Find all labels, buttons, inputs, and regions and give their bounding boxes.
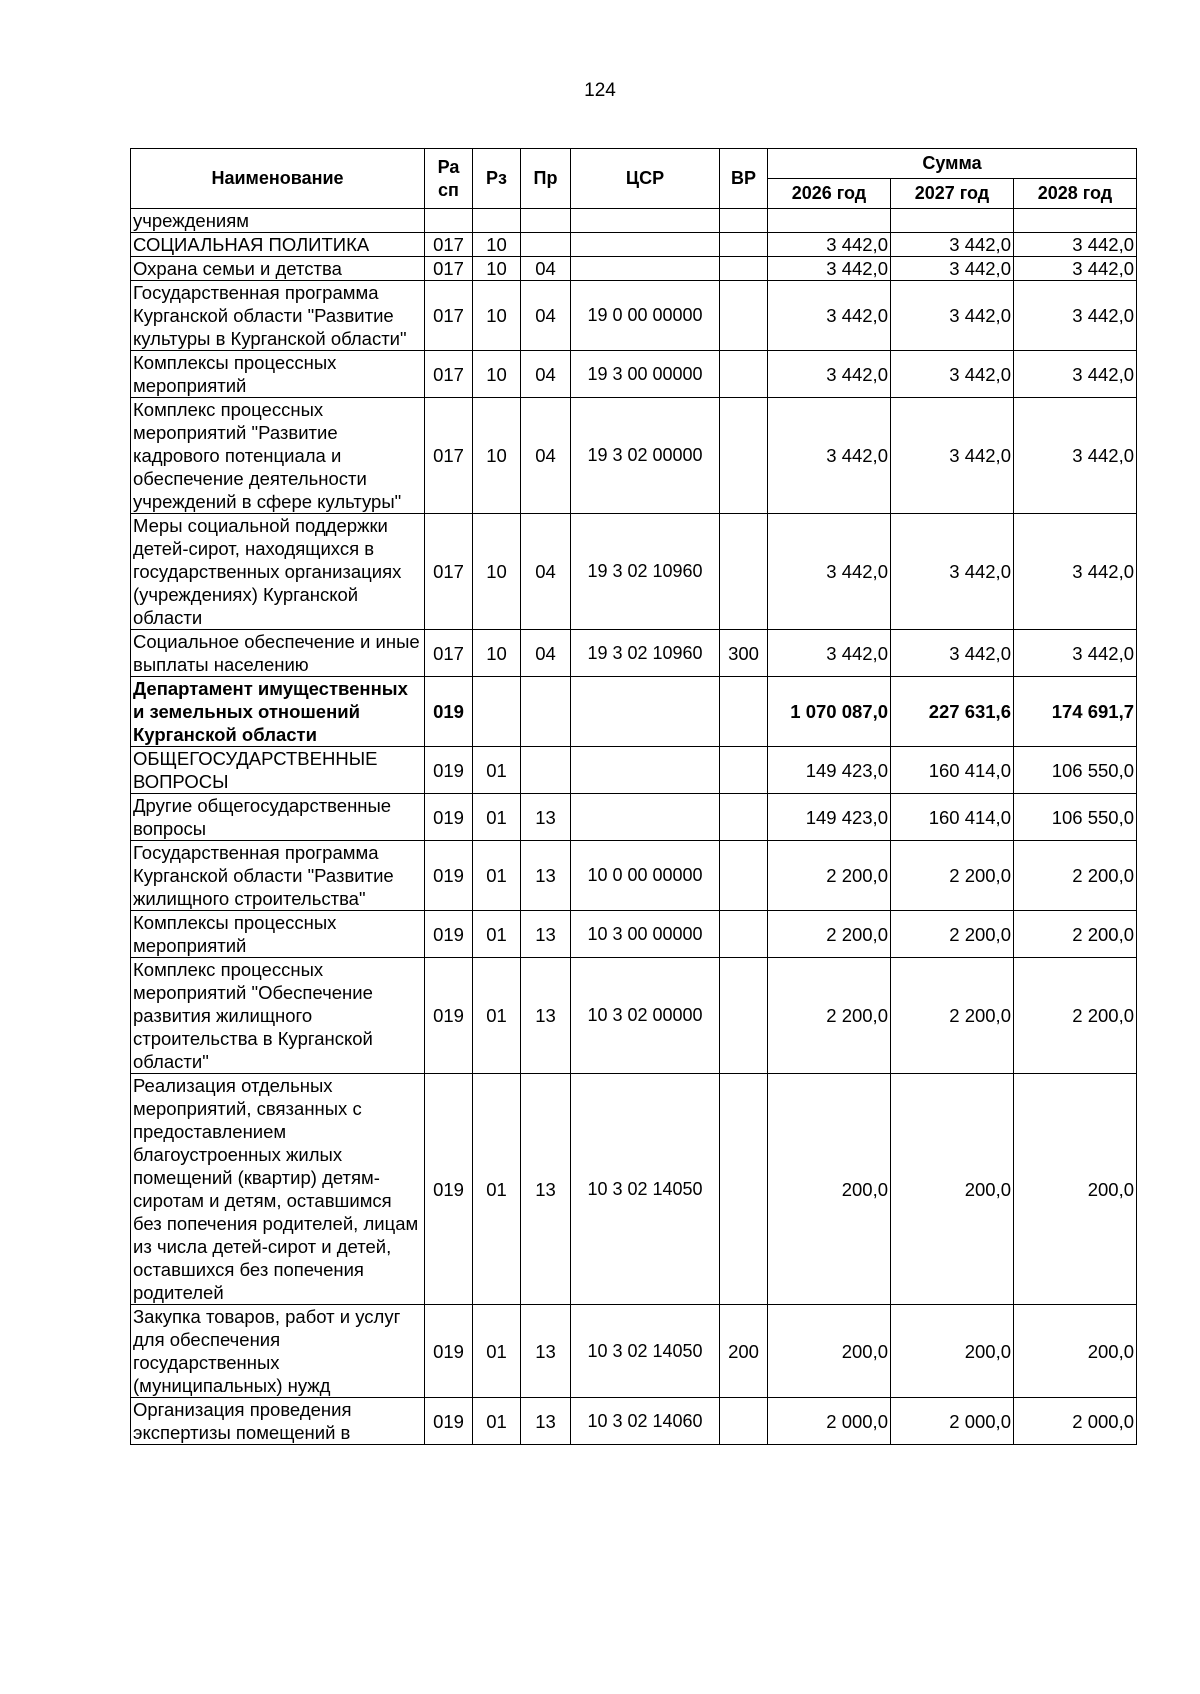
cell-csr (571, 677, 720, 747)
cell-pr: 13 (521, 1305, 571, 1398)
cell-rz: 01 (473, 958, 521, 1074)
cell-name: Организация проведения экспертизы помещений в (131, 1398, 425, 1445)
cell-name: Другие общегосударственные вопросы (131, 794, 425, 841)
table-row (131, 281, 1137, 351)
cell-amount-2028: 3 442,0 (1014, 281, 1137, 351)
table-row (131, 1074, 1137, 1305)
table-row (131, 747, 1137, 794)
cell-amount-2027: 200,0 (891, 1074, 1014, 1305)
cell-amount-2026: 3 442,0 (768, 630, 891, 677)
header-csr: ЦСР (571, 149, 720, 209)
cell-amount-2028 (1014, 209, 1137, 233)
cell-name: Государственная программа Курганской области "Развитие культуры в Курганской области" (131, 281, 425, 351)
cell-pr: 04 (521, 398, 571, 514)
cell-vr (720, 351, 768, 398)
cell-rz: 10 (473, 233, 521, 257)
cell-vr (720, 747, 768, 794)
cell-csr: 10 0 00 00000 (571, 841, 720, 911)
cell-rz: 10 (473, 630, 521, 677)
cell-csr: 10 3 02 14050 (571, 1305, 720, 1398)
cell-pr (521, 233, 571, 257)
table-row (131, 398, 1137, 514)
cell-vr (720, 677, 768, 747)
header-year-2028: 2028 год (1014, 179, 1137, 209)
cell-pr: 04 (521, 281, 571, 351)
table-row (131, 841, 1137, 911)
cell-amount-2028: 174 691,7 (1014, 677, 1137, 747)
table-row (131, 630, 1137, 677)
cell-pr: 13 (521, 841, 571, 911)
cell-rz: 01 (473, 1074, 521, 1305)
cell-pr (521, 747, 571, 794)
cell-rasp (425, 209, 473, 233)
cell-vr: 200 (720, 1305, 768, 1398)
cell-amount-2028: 3 442,0 (1014, 514, 1137, 630)
cell-csr: 19 3 02 10960 (571, 630, 720, 677)
cell-amount-2027: 3 442,0 (891, 281, 1014, 351)
cell-name: Департамент имущественных и земельных отношений Курганской области (131, 677, 425, 747)
cell-csr (571, 257, 720, 281)
table-header (131, 149, 1137, 209)
header-vr: ВР (720, 149, 768, 209)
cell-pr: 13 (521, 794, 571, 841)
cell-rasp: 017 (425, 514, 473, 630)
cell-pr: 04 (521, 630, 571, 677)
cell-rz: 10 (473, 281, 521, 351)
cell-pr (521, 209, 571, 233)
cell-amount-2027: 160 414,0 (891, 794, 1014, 841)
cell-amount-2027: 200,0 (891, 1305, 1014, 1398)
budget-table (130, 148, 1137, 1445)
cell-rz: 01 (473, 841, 521, 911)
cell-rasp: 019 (425, 958, 473, 1074)
header-rz: Рз (473, 149, 521, 209)
cell-csr (571, 233, 720, 257)
cell-rz: 01 (473, 1305, 521, 1398)
cell-amount-2028: 3 442,0 (1014, 351, 1137, 398)
cell-csr: 10 3 02 14060 (571, 1398, 720, 1445)
cell-amount-2026: 3 442,0 (768, 514, 891, 630)
page-number: 124 (584, 80, 616, 101)
cell-rz: 10 (473, 257, 521, 281)
cell-csr: 10 3 02 00000 (571, 958, 720, 1074)
cell-rasp: 019 (425, 841, 473, 911)
cell-vr (720, 233, 768, 257)
cell-amount-2026: 3 442,0 (768, 398, 891, 514)
cell-name: Государственная программа Курганской области "Развитие жилищного строительства" (131, 841, 425, 911)
cell-vr (720, 841, 768, 911)
cell-pr: 04 (521, 257, 571, 281)
cell-rz: 01 (473, 747, 521, 794)
cell-pr: 13 (521, 911, 571, 958)
cell-csr (571, 747, 720, 794)
header-rasp: Ра сп (425, 149, 473, 209)
cell-amount-2028: 2 200,0 (1014, 958, 1137, 1074)
cell-amount-2027: 3 442,0 (891, 351, 1014, 398)
cell-rasp: 017 (425, 233, 473, 257)
cell-amount-2027: 160 414,0 (891, 747, 1014, 794)
cell-csr: 19 3 00 00000 (571, 351, 720, 398)
cell-rz: 10 (473, 514, 521, 630)
cell-rasp: 017 (425, 257, 473, 281)
cell-rasp: 019 (425, 747, 473, 794)
cell-rasp: 017 (425, 351, 473, 398)
cell-amount-2027: 2 200,0 (891, 958, 1014, 1074)
cell-amount-2028: 106 550,0 (1014, 794, 1137, 841)
cell-rasp: 019 (425, 677, 473, 747)
cell-amount-2028: 3 442,0 (1014, 233, 1137, 257)
cell-amount-2027: 3 442,0 (891, 630, 1014, 677)
cell-amount-2026: 2 200,0 (768, 911, 891, 958)
cell-vr (720, 794, 768, 841)
cell-csr: 19 3 02 10960 (571, 514, 720, 630)
cell-amount-2026: 1 070 087,0 (768, 677, 891, 747)
cell-amount-2028: 2 200,0 (1014, 841, 1137, 911)
header-sum: Сумма (768, 149, 1137, 179)
header-name: Наименование (131, 149, 425, 209)
cell-csr: 19 3 02 00000 (571, 398, 720, 514)
cell-csr: 10 3 02 14050 (571, 1074, 720, 1305)
table-row (131, 257, 1137, 281)
cell-amount-2027: 3 442,0 (891, 257, 1014, 281)
cell-vr (720, 911, 768, 958)
table-row (131, 1398, 1137, 1445)
cell-amount-2026: 149 423,0 (768, 747, 891, 794)
cell-amount-2027: 2 000,0 (891, 1398, 1014, 1445)
cell-amount-2027: 227 631,6 (891, 677, 1014, 747)
cell-amount-2026: 200,0 (768, 1074, 891, 1305)
cell-rasp: 017 (425, 281, 473, 351)
cell-csr (571, 794, 720, 841)
cell-pr: 13 (521, 958, 571, 1074)
cell-rasp: 017 (425, 630, 473, 677)
cell-rz: 01 (473, 794, 521, 841)
cell-rasp: 019 (425, 911, 473, 958)
cell-rasp: 019 (425, 1074, 473, 1305)
table-row (131, 1305, 1137, 1398)
cell-vr (720, 1074, 768, 1305)
cell-amount-2026: 3 442,0 (768, 351, 891, 398)
cell-amount-2026 (768, 209, 891, 233)
cell-vr (720, 281, 768, 351)
cell-csr (571, 209, 720, 233)
table-row (131, 514, 1137, 630)
cell-name: учреждениям (131, 209, 425, 233)
cell-rasp: 017 (425, 398, 473, 514)
cell-name: Комплексы процессных мероприятий (131, 911, 425, 958)
cell-amount-2028: 106 550,0 (1014, 747, 1137, 794)
cell-amount-2026: 2 000,0 (768, 1398, 891, 1445)
cell-amount-2028: 3 442,0 (1014, 257, 1137, 281)
header-year-2026: 2026 год (768, 179, 891, 209)
cell-pr: 04 (521, 351, 571, 398)
cell-amount-2028: 3 442,0 (1014, 398, 1137, 514)
cell-amount-2028: 200,0 (1014, 1074, 1137, 1305)
cell-rz: 10 (473, 398, 521, 514)
cell-amount-2026: 2 200,0 (768, 841, 891, 911)
cell-vr (720, 209, 768, 233)
cell-csr: 10 3 00 00000 (571, 911, 720, 958)
cell-rasp: 019 (425, 794, 473, 841)
cell-rasp: 019 (425, 1398, 473, 1445)
table-row (131, 209, 1137, 233)
header-pr: Пр (521, 149, 571, 209)
table-row (131, 794, 1137, 841)
cell-amount-2028: 3 442,0 (1014, 630, 1137, 677)
table-body (131, 209, 1137, 1445)
cell-amount-2028: 200,0 (1014, 1305, 1137, 1398)
cell-vr (720, 398, 768, 514)
cell-amount-2028: 2 200,0 (1014, 911, 1137, 958)
cell-amount-2027: 3 442,0 (891, 514, 1014, 630)
cell-name: Реализация отдельных мероприятий, связанных с предоставлением благоустроенных жилых помещений (квартир) детям-сиротам и детям, оставшимся без попечения родителей, лицам из числа детей-сирот и детей, оставшихся без попечения родителей (131, 1074, 425, 1305)
cell-amount-2026: 3 442,0 (768, 257, 891, 281)
cell-name: Охрана семьи и детства (131, 257, 425, 281)
cell-vr (720, 958, 768, 1074)
cell-amount-2026: 3 442,0 (768, 281, 891, 351)
cell-vr (720, 1398, 768, 1445)
cell-name: Комплекс процессных мероприятий "Развитие кадрового потенциала и обеспечение деятельности учреждений в сфере культуры" (131, 398, 425, 514)
cell-amount-2026: 3 442,0 (768, 233, 891, 257)
cell-vr: 300 (720, 630, 768, 677)
cell-name: Комплексы процессных мероприятий (131, 351, 425, 398)
cell-name: Социальное обеспечение и иные выплаты населению (131, 630, 425, 677)
table-row (131, 351, 1137, 398)
cell-rz: 01 (473, 1398, 521, 1445)
cell-name: Меры социальной поддержки детей-сирот, находящихся в государственных организациях (учреждениях) Курганской области (131, 514, 425, 630)
header-year-2027: 2027 год (891, 179, 1014, 209)
cell-name: Закупка товаров, работ и услуг для обеспечения государственных (муниципальных) нужд (131, 1305, 425, 1398)
cell-amount-2027 (891, 209, 1014, 233)
cell-rz (473, 209, 521, 233)
cell-vr (720, 257, 768, 281)
cell-amount-2028: 2 000,0 (1014, 1398, 1137, 1445)
cell-csr: 19 0 00 00000 (571, 281, 720, 351)
cell-rz: 10 (473, 351, 521, 398)
cell-rz (473, 677, 521, 747)
table-row (131, 958, 1137, 1074)
cell-name: ОБЩЕГОСУДАРСТВЕННЫЕ ВОПРОСЫ (131, 747, 425, 794)
table-row (131, 677, 1137, 747)
cell-rz: 01 (473, 911, 521, 958)
cell-rasp: 019 (425, 1305, 473, 1398)
cell-pr: 13 (521, 1074, 571, 1305)
cell-name: Комплекс процессных мероприятий "Обеспечение развития жилищного строительства в Курганской области" (131, 958, 425, 1074)
cell-amount-2027: 3 442,0 (891, 233, 1014, 257)
cell-pr: 04 (521, 514, 571, 630)
cell-amount-2027: 2 200,0 (891, 841, 1014, 911)
cell-pr (521, 677, 571, 747)
cell-name: СОЦИАЛЬНАЯ ПОЛИТИКА (131, 233, 425, 257)
cell-amount-2026: 200,0 (768, 1305, 891, 1398)
table-row (131, 911, 1137, 958)
cell-vr (720, 514, 768, 630)
cell-amount-2027: 3 442,0 (891, 398, 1014, 514)
table-row (131, 233, 1137, 257)
cell-amount-2027: 2 200,0 (891, 911, 1014, 958)
cell-pr: 13 (521, 1398, 571, 1445)
cell-amount-2026: 149 423,0 (768, 794, 891, 841)
cell-amount-2026: 2 200,0 (768, 958, 891, 1074)
